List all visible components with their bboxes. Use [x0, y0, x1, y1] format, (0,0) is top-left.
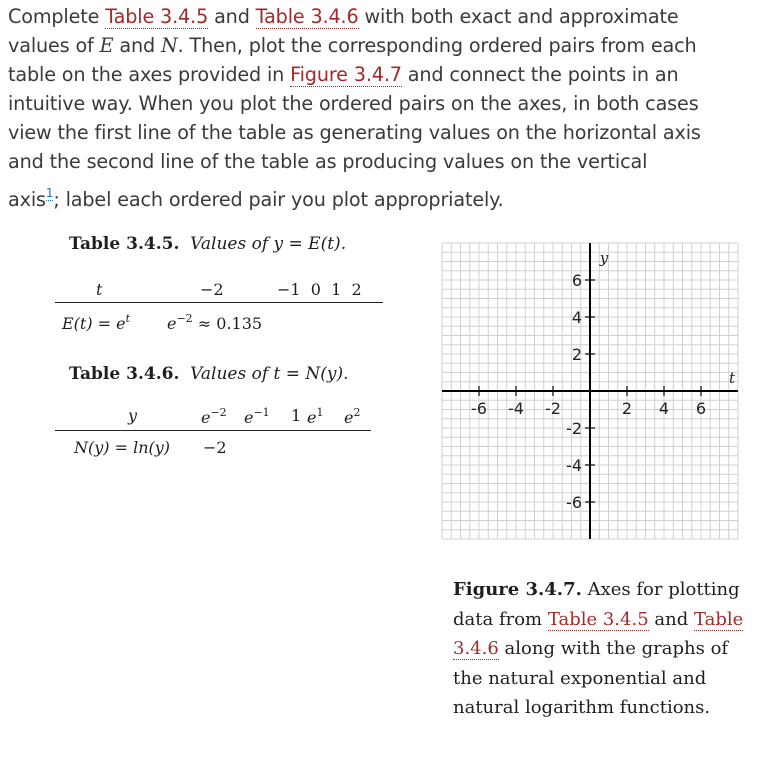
table-3-4-6-cell: −2 [203, 438, 227, 457]
intro-line: and the second line of the table as producing values on the vertical [8, 150, 648, 173]
tick-labels [471, 249, 736, 512]
intro-line: view the first line of the table as generating values on the horizontal axis [8, 121, 701, 144]
intro-text: table on the axes provided in [8, 63, 291, 86]
cell-text: e [201, 408, 211, 427]
cell-exp: −2 [210, 406, 227, 419]
footnote-link[interactable]: 1 [45, 186, 54, 200]
axes [442, 243, 738, 539]
table-3-4-5-row1-label [96, 280, 102, 299]
caption-label: Table 3.4.6. [69, 364, 180, 384]
cell-text: t [96, 280, 103, 299]
table-3-4-6-caption [69, 364, 349, 384]
caption-text: along with the [504, 638, 636, 659]
y-tick-label: 4 [571, 308, 582, 327]
cell-text: e [307, 408, 317, 427]
intro-text: and connect the points in an [401, 63, 679, 86]
x-tick-label: 2 [621, 399, 633, 418]
intro-line [8, 60, 768, 89]
caption-text: and [654, 608, 689, 630]
table-3-4-5-row2-label [62, 312, 130, 333]
caption-label: Figure 3.4.7. [453, 579, 582, 600]
caption-text: graphs of the natural exponential and natural logarithm functions. [453, 638, 729, 718]
y-tick-label: -6 [566, 493, 582, 512]
y-tick-label: 6 [571, 271, 582, 290]
x-tick-label: -2 [545, 399, 561, 418]
table-3-4-6-row1-label [128, 406, 137, 425]
cell-exp: −2 [176, 312, 193, 325]
intro-text: and [113, 34, 162, 57]
intro-text: ; label each ordered pair you plot appropriately. [53, 188, 504, 211]
intro-text: Complete [8, 5, 106, 28]
table-rule [55, 430, 371, 431]
cell-text: e [244, 408, 254, 427]
cell-text: y [128, 406, 138, 425]
cell-text: N(y) = ln(y) [74, 438, 171, 457]
variable-E: E [99, 34, 114, 57]
x-tick-label: 4 [658, 399, 670, 418]
intro-line [8, 179, 768, 214]
x-tick-label: -4 [508, 399, 524, 418]
table-rule [55, 302, 383, 303]
table-3-4-6-cell [344, 406, 360, 427]
variable-N: N [161, 34, 178, 57]
table-3-4-5-cell [167, 312, 262, 333]
cell-text: 1 [291, 406, 302, 425]
table-3-4-5-cell: −2 [200, 280, 224, 299]
table-3-4-6-link[interactable]: Table 3.4.6 [255, 5, 359, 28]
cell-exp: t [125, 312, 131, 325]
table-3-4-6-row2-label [74, 438, 170, 457]
cell-text: E(t) = e [62, 314, 126, 333]
figure-3-4-7 [440, 241, 740, 541]
y-axis-label: y [599, 249, 609, 267]
table-3-4-6-link[interactable]: Table 3.4.6 [453, 608, 744, 659]
intro-paragraph [8, 2, 768, 214]
figure-3-4-7-link[interactable]: Figure 3.4.7 [290, 63, 402, 86]
table-3-4-5-caption [69, 234, 346, 254]
cell-text: e [344, 408, 354, 427]
caption-text: Values of t = N(y). [190, 364, 349, 384]
cell-text: ≈ 0.135 [197, 314, 263, 333]
cell-exp: 2 [353, 406, 361, 419]
intro-text: values of [8, 34, 100, 57]
table-3-4-5-link[interactable]: Table 3.4.5 [547, 608, 649, 630]
intro-line: intuitive way. When you plot the ordered pairs on the axes, in both cases [8, 92, 699, 115]
x-tick-label: -6 [471, 399, 487, 418]
intro-text: with both exact and approximate [358, 5, 679, 28]
table-3-4-6-cell [291, 406, 301, 425]
intro-text: axis [8, 188, 46, 211]
table-3-4-5-link[interactable]: Table 3.4.5 [105, 5, 209, 28]
cell-exp: 1 [316, 406, 324, 419]
coordinate-plane [440, 241, 740, 541]
table-3-4-6-cell [307, 406, 323, 427]
table-3-4-5-cell: −1 0 1 2 [277, 280, 362, 299]
intro-text: . Then, plot the corresponding ordered pairs from each [177, 34, 697, 57]
table-3-4-6-cell [244, 406, 270, 427]
caption-label: Table 3.4.5. [69, 234, 180, 254]
cell-exp: −1 [253, 406, 270, 419]
intro-line [8, 2, 768, 31]
caption-text: Axes for plotting data from [453, 579, 740, 630]
x-axis-label: t [728, 369, 736, 387]
y-tick-label: 2 [571, 345, 582, 364]
cell-text: e [167, 314, 177, 333]
caption-text: Values of y = E(t). [190, 234, 347, 254]
y-tick-label: -2 [566, 419, 582, 438]
x-tick-label: 6 [695, 399, 707, 418]
intro-text: and [208, 5, 256, 28]
table-3-4-6-cell [201, 406, 227, 427]
figure-3-4-7-caption [453, 575, 753, 723]
y-tick-label: -4 [566, 456, 582, 475]
intro-line [8, 31, 768, 60]
